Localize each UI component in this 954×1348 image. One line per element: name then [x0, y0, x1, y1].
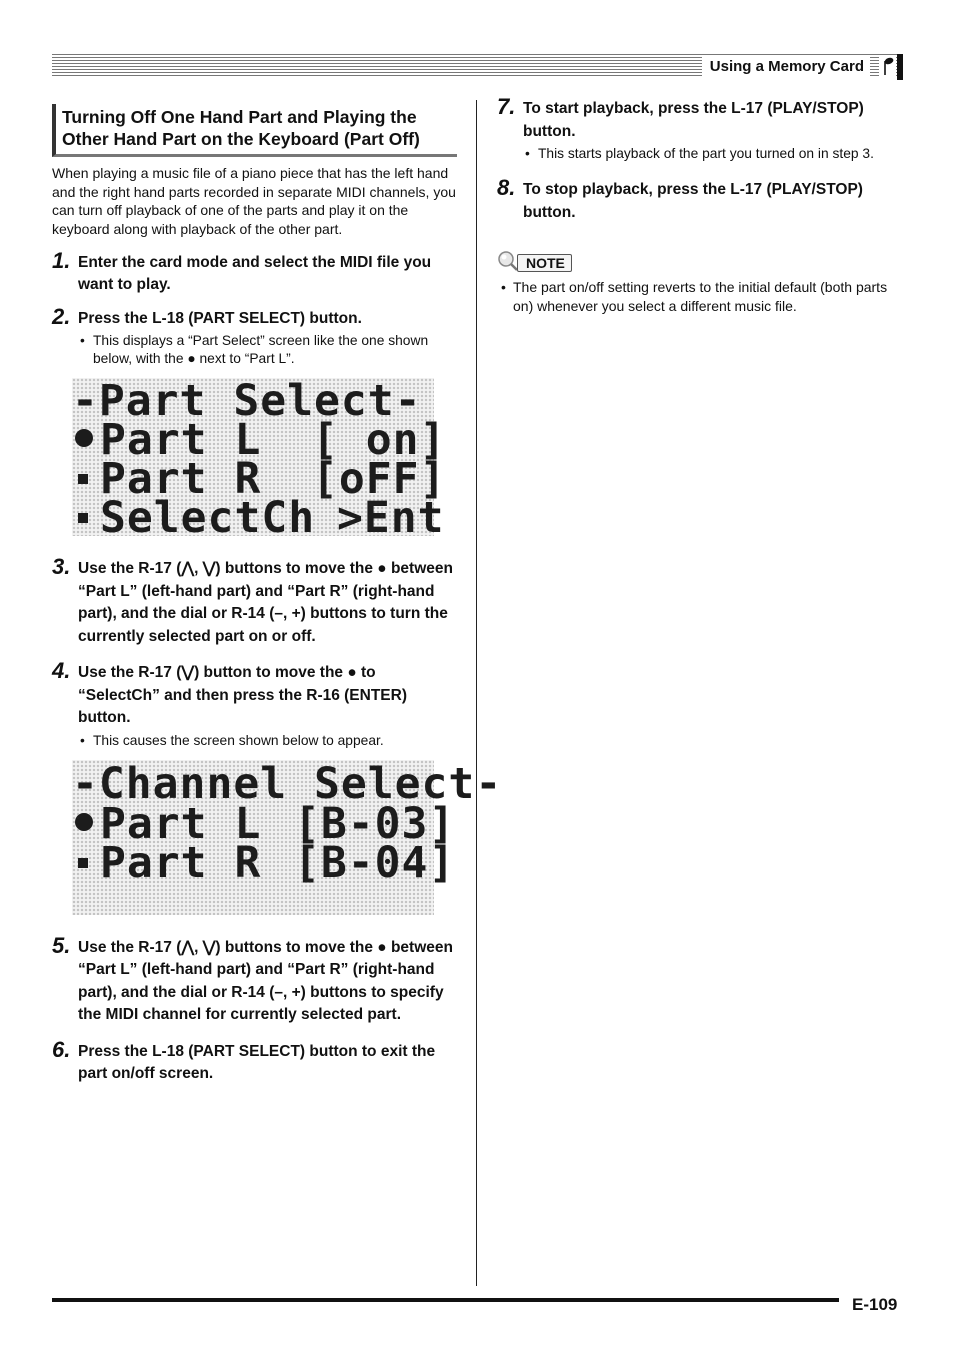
unselected-dot-icon — [78, 513, 88, 523]
step-number: 6. — [52, 1036, 71, 1062]
step-bullet: • This starts playback of the part you turned on in step 3. — [523, 145, 907, 163]
column-divider — [476, 100, 477, 1286]
note-label: NOTE — [517, 254, 572, 272]
lcd-part-select — [72, 376, 447, 544]
lcd-line-3-value: [B-04] — [294, 837, 456, 888]
step-3 — [52, 554, 457, 648]
lcd-line-3-value: [oFF] — [312, 454, 447, 505]
step-4 — [52, 658, 457, 750]
note-badge — [497, 250, 907, 272]
step-6 — [52, 1036, 457, 1086]
lcd-line-1: -Part Select- — [72, 376, 422, 427]
left-column — [52, 104, 503, 1086]
right-column — [497, 94, 907, 315]
header-title: Using a Memory Card — [702, 57, 870, 77]
step-1 — [52, 247, 457, 297]
step-bullet: • This displays a “Part Select” screen like the one shown below, with the ● next to “Part L”. — [78, 332, 457, 368]
lcd-line-1: -Channel Select- — [72, 758, 503, 809]
lcd-line-2-value: [B-03] — [294, 798, 456, 849]
section-title: Turning Off One Hand Part and Playing the Other Hand Part on the Keyboard (Part Off) — [52, 104, 457, 157]
lcd-line-2-value: [ on] — [312, 415, 447, 466]
lcd-line-3: Part R — [100, 454, 262, 505]
step-5 — [52, 932, 457, 1027]
step-number: 5. — [52, 932, 71, 958]
step-number: 2. — [52, 303, 71, 329]
footer-rule — [52, 1298, 839, 1302]
step-text: Use the R-17 (⋁) button to move the ● to “SelectCh” and then press the R-16 (ENTER) button. — [78, 664, 408, 727]
step-number: 8. — [497, 175, 516, 200]
step-text: Enter the card mode and select the MIDI file you want to play. — [78, 253, 432, 294]
step-8 — [497, 175, 907, 224]
lcd-line-4-value: >Ent — [337, 493, 445, 544]
step-text: Press the L-18 (PART SELECT) button. — [78, 309, 362, 327]
header-edge-bar — [897, 54, 903, 80]
note-box — [497, 250, 907, 315]
step-number: 7. — [497, 94, 516, 119]
step-number: 3. — [52, 554, 71, 580]
lcd-channel-select — [72, 758, 503, 915]
lcd-line-4: SelectCh — [100, 493, 316, 544]
step-text: Use the R-17 (⋀, ⋁) buttons to move the ● between “Part L” (left-hand part) and “Part R” (right-hand part), and the dial or R-14 (–, +) buttons to specify the MIDI channel for currently selected part. — [78, 938, 453, 1024]
step-text: To stop playback, press the L-17 (PLAY/STOP) button. — [523, 181, 863, 221]
note-text: • The part on/off setting reverts to the initial default (both parts on) whenever you select a different music file. — [497, 278, 907, 315]
page-number: E-109 — [852, 1295, 898, 1314]
unselected-dot-icon — [78, 474, 88, 484]
step-7 — [497, 94, 907, 163]
unselected-dot-icon — [78, 858, 88, 868]
step-text: Use the R-17 (⋀, ⋁) buttons to move the ● between “Part L” (left-hand part) and “Part R” (right-hand part), and the dial or R-14 (–, +) buttons to turn the currently selected part on or off. — [78, 560, 453, 645]
music-note-icon — [879, 56, 896, 78]
lcd-line-2: Part L — [100, 415, 262, 466]
selected-dot-icon — [75, 813, 93, 831]
lcd-line-2: Part L — [100, 798, 262, 849]
step-bullet: • This causes the screen shown below to appear. — [78, 732, 457, 750]
selected-dot-icon — [75, 429, 93, 447]
step-number: 1. — [52, 247, 71, 273]
step-2 — [52, 303, 457, 369]
magnifier-icon — [497, 250, 519, 272]
step-number: 4. — [52, 658, 71, 684]
step-text: Press the L-18 (PART SELECT) button to exit the part on/off screen. — [78, 1042, 436, 1083]
lcd-line-3: Part R — [100, 837, 262, 888]
section-intro: When playing a music file of a piano piece that has the left hand and the right hand parts recorded in separate MIDI channels, you can turn off playback of one of the parts and play it on the keyboard along with playback of the other part. — [52, 165, 456, 238]
step-text: To start playback, press the L-17 (PLAY/STOP) button. — [523, 100, 864, 140]
